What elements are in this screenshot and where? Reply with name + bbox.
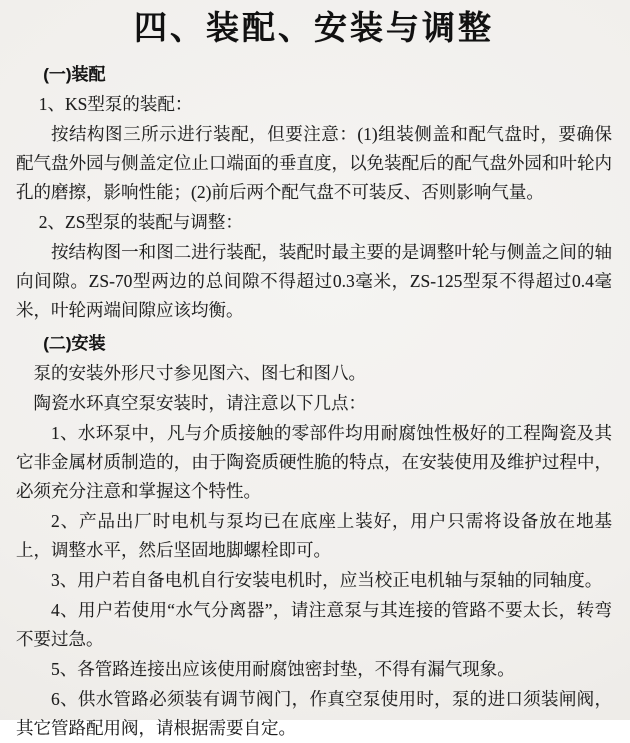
- page-title: 四、装配、安装与调整: [134, 9, 494, 46]
- subheading-zs-pump-assembly: 2、ZS型泵的装配与调整：: [38, 212, 243, 232]
- paragraph-installation-notice-intro: 陶瓷水环真空泵安装时，请注意以下几点：: [33, 393, 366, 413]
- paragraph-install-note-1: 1、水环泵中，凡与介质接触的零部件均用耐腐蚀性极好的工程陶瓷及其它非金属材质制造的，由于陶瓷质硬性脆的特点，在安装使用及维护过程中，必须充分注意和掌握这个特性。: [16, 423, 612, 501]
- paragraph-install-note-4: 4、用户若使用“水气分离器”，请注意泵与其连接的管路不要太长，转弯不要过急。: [16, 600, 612, 649]
- paragraph-install-note-2: 2、产品出厂时电机与泵均已在底座上装好，用户只需将设备放在地基上，调整水平，然后坚固地脚螺栓即可。: [16, 511, 612, 560]
- section-heading-assembly: (一)装配: [43, 65, 106, 84]
- subheading-ks-pump-assembly: 1、KS型泵的装配：: [38, 94, 193, 114]
- paragraph-installation-dimensions: 泵的安装外形尺寸参见图六、图七和图八。: [33, 363, 366, 383]
- section-heading-installation: (二)安装: [43, 334, 106, 353]
- paragraph-install-note-3: 3、用户若自备电机自行安装电机时，应当校正电机轴与泵轴的同轴度。: [51, 570, 603, 590]
- paragraph-install-note-5: 5、各管路连接出应该使用耐腐蚀密封垫，不得有漏气现象。: [51, 659, 515, 679]
- paragraph-install-note-6: 6、供水管路必须装有调节阀门，作真空泵使用时，泵的进口须装闸阀，其它管路配用阀，请根据需要自定。: [16, 689, 612, 738]
- paragraph-ks-assembly-instructions: 按结构图三所示进行装配，但要注意：(1)组装侧盖和配气盘时，要确保配气盘外园与侧盖定位止口端面的垂直度，以免装配后的配气盘外园和叶轮内孔的磨擦，影响性能；(2)前后两个配气盘不可装反、否则影响气量。: [16, 124, 612, 202]
- paragraph-zs-assembly-instructions: 按结构图一和图二进行装配，装配时最主要的是调整叶轮与侧盖之间的轴向间隙。ZS-70型两边的总间隙不得超过0.3毫米，ZS-125型泵不得超过0.4毫米，叶轮两端间隙应该均衡。: [16, 242, 612, 320]
